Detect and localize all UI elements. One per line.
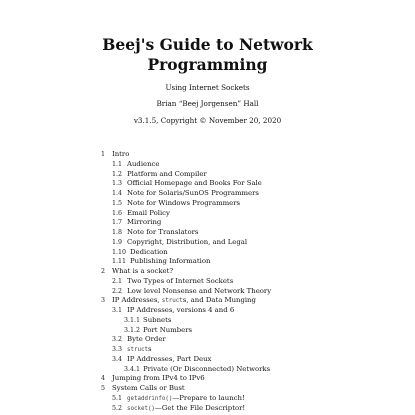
toc-link[interactable]: Private (Or Disconnected) Networks bbox=[143, 364, 271, 373]
toc-link[interactable]: Dedication bbox=[130, 247, 168, 256]
toc-entry-1-1[interactable]: 1.1 Audience bbox=[112, 159, 160, 168]
toc-link[interactable]: System Calls or Bust bbox=[112, 384, 185, 392]
toc-entry-1-4[interactable]: 1.4 Note for Solaris/SunOS Programmers bbox=[112, 189, 259, 197]
toc-link[interactable]: IP Addresses, Part Deux bbox=[127, 354, 212, 363]
title-line-2: Programming bbox=[147, 55, 268, 74]
toc-link[interactable]: getaddrinfo()—Prepare to launch! bbox=[127, 393, 245, 402]
toc-link[interactable]: Publishing Information bbox=[130, 257, 211, 266]
toc-entry-1-11[interactable]: 1.11 Publishing Information bbox=[112, 257, 211, 266]
toc-link[interactable]: Note for Translators bbox=[127, 228, 199, 236]
toc-entry-4[interactable]: 4 Jumping from IPv4 to IPv6 bbox=[101, 374, 205, 383]
toc-entry-1-3[interactable]: 1.3 Official Homepage and Books For Sale bbox=[112, 179, 262, 188]
toc-link[interactable]: Low level Nonsense and Network Theory bbox=[127, 286, 272, 295]
toc-link[interactable]: Note for Solaris/SunOS Programmers bbox=[127, 189, 259, 197]
toc-link[interactable]: Copyright, Distribution, and Legal bbox=[127, 237, 248, 246]
toc-entry-3-4[interactable]: 3.4 IP Addresses, Part Deux bbox=[112, 354, 212, 363]
author: Brian “Beej Jorgensen” Hall bbox=[156, 99, 259, 108]
toc-entry-1-7[interactable]: 1.7 Mirroring bbox=[112, 218, 162, 227]
toc-link[interactable]: Email Policy bbox=[127, 208, 170, 217]
toc-entry-1-8[interactable]: 1.8 Note for Translators bbox=[112, 228, 199, 236]
toc-link[interactable]: structs bbox=[127, 345, 152, 353]
toc-link[interactable]: socket()—Get the File Descriptor! bbox=[127, 403, 246, 412]
toc-entry-3-3[interactable]: 3.3 structs bbox=[0, 345, 415, 355]
toc-entry-3-1-2[interactable]: 3.1.2 Port Numbers bbox=[124, 325, 193, 334]
toc-entry-1-5[interactable]: 1.5 Note for Windows Programmers bbox=[112, 198, 241, 207]
toc-link[interactable]: Note for Windows Programmers bbox=[127, 198, 241, 207]
toc-link[interactable]: Jumping from IPv4 to IPv6 bbox=[112, 374, 205, 383]
toc-entry-2-2[interactable]: 2.2 Low level Nonsense and Network Theory bbox=[112, 286, 272, 295]
toc-link[interactable]: Mirroring bbox=[127, 218, 162, 227]
version-copyright: v3.1.5, Copyright © November 20, 2020 bbox=[133, 116, 282, 125]
toc-entry-3-2[interactable]: 3.2 Byte Order bbox=[112, 335, 166, 344]
toc-entry-3-1[interactable]: 3.1 IP Addresses, versions 4 and 6 bbox=[112, 306, 235, 314]
toc-entry-5[interactable]: 5 System Calls or Bust bbox=[101, 384, 185, 392]
toc-entry-5-2[interactable]: 5.2 socket()—Get the File Descriptor! bbox=[0, 404, 415, 414]
toc-link[interactable]: Subnets bbox=[143, 315, 172, 324]
toc-link[interactable]: What is a socket? bbox=[112, 267, 174, 275]
title-line-1: Beej's Guide to Network bbox=[102, 35, 313, 54]
toc-link[interactable]: Port Numbers bbox=[143, 325, 193, 334]
toc-link[interactable]: Official Homepage and Books For Sale bbox=[127, 179, 262, 188]
toc-link[interactable]: Intro bbox=[112, 150, 130, 158]
toc-entry-1-2[interactable]: 1.2 Platform and Compiler bbox=[112, 169, 207, 178]
toc-link[interactable]: Byte Order bbox=[127, 335, 166, 344]
subtitle: Using Internet Sockets bbox=[165, 83, 250, 92]
toc-entry-1[interactable]: 1 Intro bbox=[101, 150, 130, 158]
toc-entry-3-1-1[interactable]: 3.1.1 Subnets bbox=[124, 315, 172, 324]
toc-entry-1-6[interactable]: 1.6 Email Policy bbox=[112, 208, 170, 217]
toc-entry-1-9[interactable]: 1.9 Copyright, Distribution, and Legal bbox=[112, 237, 248, 246]
toc-link[interactable]: IP Addresses, structs, and Data Munging bbox=[112, 296, 256, 305]
table-of-contents bbox=[0, 150, 415, 413]
toc-entry-5-1[interactable]: 5.1 getaddrinfo()—Prepare to launch! bbox=[0, 394, 415, 404]
toc-entry-2[interactable]: 2 What is a socket? bbox=[101, 267, 174, 275]
toc-entry-1-10[interactable]: 1.10 Dedication bbox=[112, 247, 168, 256]
toc-link[interactable]: IP Addresses, versions 4 and 6 bbox=[127, 306, 235, 314]
toc-entry-3[interactable]: 3 IP Addresses, structs, and Data Munging bbox=[0, 296, 415, 306]
toc-link[interactable]: Two Types of Internet Sockets bbox=[127, 276, 234, 285]
toc-entry-3-4-1[interactable]: 3.4.1 Private (Or Disconnected) Networks bbox=[124, 364, 271, 373]
toc-entry-2-1[interactable]: 2.1 Two Types of Internet Sockets bbox=[112, 276, 234, 285]
toc-link[interactable]: Audience bbox=[127, 159, 160, 168]
toc-link[interactable]: Platform and Compiler bbox=[127, 169, 207, 178]
